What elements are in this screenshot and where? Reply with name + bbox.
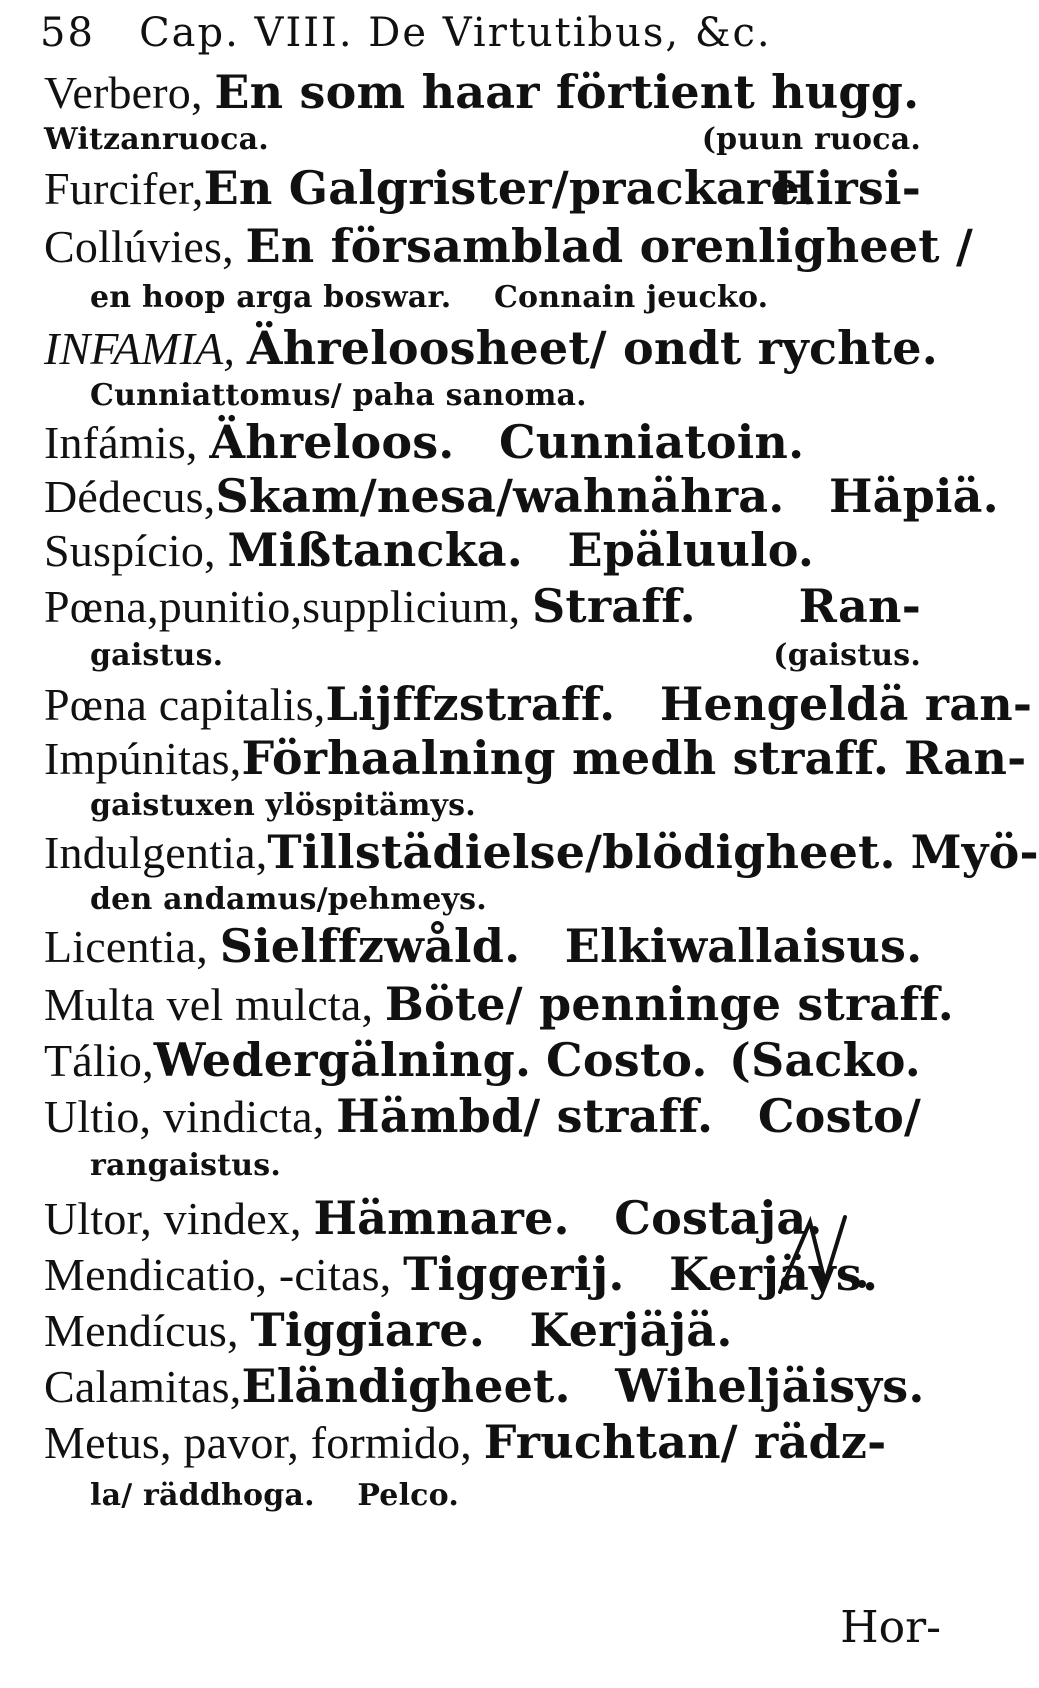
entry-line: Infámis, Ähreloos. Cunniatoin. [44, 415, 805, 469]
entry-line: Witzanruoca. (puun ruoca. [44, 122, 921, 157]
entry-line: Multa vel mulcta, Böte/ penninge straff. [44, 977, 954, 1031]
entry-line: den andamus/pehmeys. [90, 882, 487, 917]
entry-line: INFAMIA, Ähreloosheet/ ondt rychte. [44, 321, 938, 375]
entry-line: Mendícus, Tiggiare. Kerjäjä. [44, 1303, 733, 1357]
entry-line: Suspício, Mißtancka. Epäluulo. [44, 523, 815, 577]
entry-line: Pœna,punitio,supplicium, Straff. Ran- [44, 579, 921, 633]
entry-line: Tálio,Wedergälning. Costo. (Sacko. [44, 1033, 921, 1087]
entry-line: en hoop arga boswar. Connain jeucko. [90, 280, 769, 315]
entry-line: Calamitas,Eländigheet. Wiheljäisys. [44, 1359, 925, 1413]
entry-line: Metus, pavor, formido, Fruchtan/ rädz- [44, 1415, 887, 1469]
entry-line: la/ räddhoga. Pelco. [90, 1478, 459, 1513]
catchword: Hor- [840, 1602, 941, 1653]
header-title: Cap. VIII. De Virtutibus, &c. [139, 10, 772, 56]
running-header [40, 8, 961, 58]
entry-line: Verbero, En som haar förtient hugg. [44, 65, 920, 119]
entry-line: Dédecus,Skam/nesa/wahnähra. Häpiä. [44, 469, 999, 523]
entry-line: Mendicatio, -citas, Tiggerij. Kerjäys. [44, 1247, 879, 1301]
entry-line: Collúvies, En församblad orenligheet / [44, 219, 973, 273]
entry-line: Pœna capitalis,Lijffzstraff. Hengeldä ran- [44, 677, 1033, 731]
entry-line: gaistus. (gaistus. [90, 638, 921, 673]
entry-line: gaistuxen ylöspitämys. [90, 788, 476, 823]
page-number: 58 [40, 10, 95, 56]
entry-line: Indulgentia,Tillstädielse/blödigheet. Myö- [44, 825, 1039, 879]
entry-line: Furcifer,En Galgrister/prackare. Hirsi- [44, 161, 921, 215]
entry-line: Ultio, vindicta, Hämbd/ straff. Costo/ [44, 1089, 921, 1143]
entry-line: rangaistus. [90, 1148, 281, 1183]
entry-line: Impúnitas,Förhaalning medh straff. Ran- [44, 731, 1027, 785]
entry-line: Ultor, vindex, Hämnare. Costaja. [44, 1191, 823, 1245]
entry-line: Licentia, Sielffzwåld. Elkiwallaisus. [44, 919, 923, 973]
entry-line: Cunniattomus/ paha sanoma. [90, 378, 587, 413]
